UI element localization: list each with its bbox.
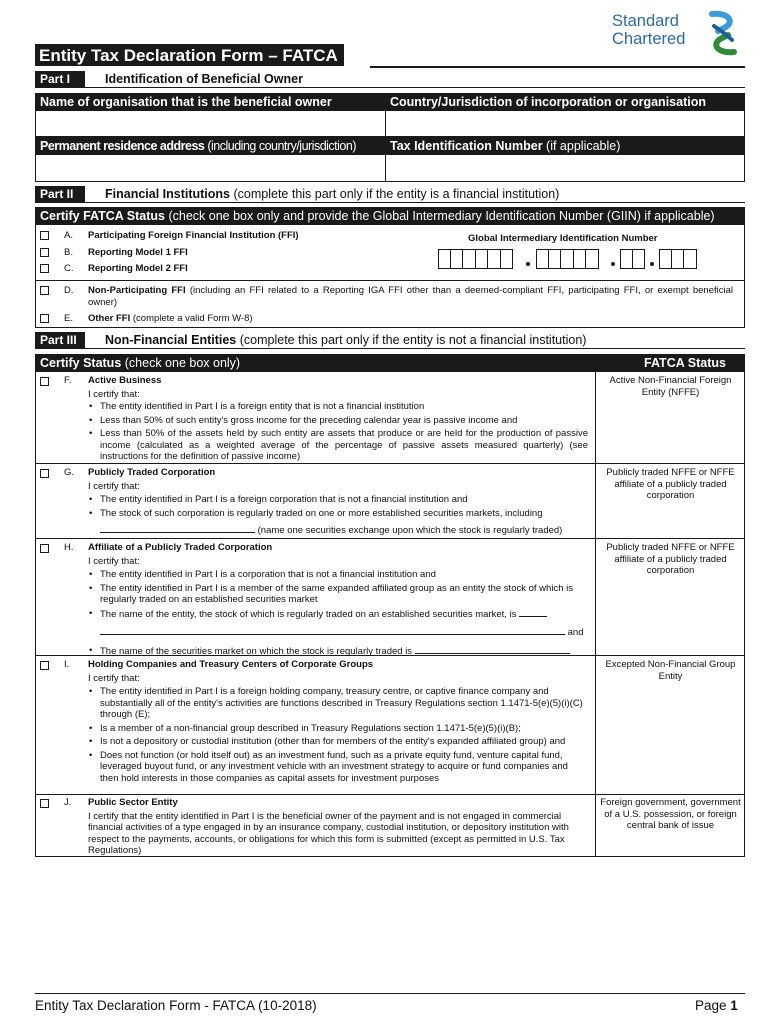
permanent-address-label-rest: (including country/jurisdiction) bbox=[204, 139, 357, 153]
tin-label-bold: Tax Identification Number bbox=[390, 139, 543, 153]
name-country-fields bbox=[35, 111, 745, 137]
option-i-intro: I certify that: bbox=[88, 672, 140, 684]
row-sep-gh bbox=[35, 538, 745, 539]
option-d-label-bold: Non-Participating FFI bbox=[88, 285, 186, 296]
tin-label-rest: (if applicable) bbox=[542, 139, 621, 153]
option-f-bullet-2: • Less than 50% of such entity's gross income for the preceding calendar year is passive income and bbox=[88, 415, 588, 427]
permanent-address-label-bold: Permanent residence address bbox=[40, 139, 205, 153]
option-a-label-bold: Participating Foreign Financial Institution (FFI) bbox=[88, 230, 299, 241]
part3-title-rest: (complete this part only if the entity is not a financial institution) bbox=[236, 333, 587, 347]
option-f-content bbox=[88, 375, 588, 463]
certify-status-label bbox=[40, 354, 240, 372]
option-i-heading: Holding Companies and Treasury Centers of Corporate Groups bbox=[88, 659, 374, 670]
footer-form-name: Entity Tax Declaration Form - FATCA (10-2018) bbox=[35, 998, 317, 1013]
option-b-label bbox=[88, 247, 188, 259]
part3-tag: Part III bbox=[35, 332, 85, 349]
option-c-label bbox=[88, 263, 188, 275]
part2-rule bbox=[85, 202, 745, 203]
option-e-label-rest: (complete a valid Form W-8) bbox=[130, 313, 253, 324]
option-i-content bbox=[88, 659, 588, 784]
option-e-label-bold: Other FFI bbox=[88, 313, 131, 324]
part1-rule bbox=[85, 87, 745, 88]
option-b-label-bold: Reporting Model 1 FFI bbox=[88, 247, 188, 258]
country-of-incorporation-label: Country/Jurisdiction of incorporation or organisation bbox=[390, 95, 706, 109]
logo-line1: Standard bbox=[612, 12, 679, 30]
option-i-bullet-3: • Is not a depository or custodial institution (other than for members of the entity's expanded affiliated group) and bbox=[88, 736, 588, 748]
option-h-bullet-4-text: The name of the securities market on which the stock is regularly traded is bbox=[100, 645, 413, 657]
option-h-intro: I certify that: bbox=[88, 555, 140, 567]
giin-dot-2 bbox=[611, 262, 615, 266]
option-c-checkbox[interactable] bbox=[40, 264, 49, 273]
title-rule bbox=[370, 66, 745, 68]
option-d-letter: D. bbox=[64, 285, 74, 296]
option-f-heading: Active Business bbox=[88, 375, 162, 386]
certify-status-bold: Certify Status bbox=[40, 356, 122, 370]
option-a-letter: A. bbox=[64, 230, 73, 241]
footer-rule bbox=[35, 993, 745, 994]
fatca-status-header: FATCA Status bbox=[644, 356, 726, 370]
logo-swirl-icon bbox=[706, 10, 740, 56]
part3-column-divider bbox=[595, 372, 596, 857]
option-c-letter: C. bbox=[64, 263, 74, 274]
part1-header-bar-2 bbox=[35, 137, 745, 155]
part3-title bbox=[105, 332, 586, 349]
option-f-bullet-1: • The entity identified in Part I is a foreign entity that is not a financial institution bbox=[88, 401, 588, 413]
permanent-address-label bbox=[40, 137, 356, 155]
part2-tag: Part II bbox=[35, 186, 85, 203]
name-of-organisation-label: Name of organisation that is the beneficial owner bbox=[40, 95, 332, 109]
part1-title-text: Identification of Beneficial Owner bbox=[105, 72, 303, 86]
part1-tag: Part I bbox=[35, 71, 85, 88]
option-f-intro: I certify that: bbox=[88, 388, 140, 400]
giin-segment-1[interactable] bbox=[438, 249, 513, 269]
option-f-status: Active Non-Financial Foreign Entity (NFFE) bbox=[609, 375, 732, 398]
option-f-checkbox[interactable] bbox=[40, 377, 49, 386]
option-g-intro: I certify that: bbox=[88, 480, 140, 492]
option-i-status: Excepted Non-Financial Group Entity bbox=[605, 659, 736, 682]
option-a-label bbox=[88, 230, 299, 242]
giin-segment-3[interactable] bbox=[620, 249, 645, 269]
footer-page-number bbox=[695, 998, 738, 1013]
row-sep-fg bbox=[35, 463, 745, 464]
giin-label: Global Intermediary Identification Number bbox=[468, 233, 658, 244]
option-d-label-rest: (including an FFI related to a Reporting IGA FFI other than a deemed-compliant FFI, participating FFI, or exempt beneficial owner) bbox=[88, 285, 734, 308]
giin-segment-4[interactable] bbox=[659, 249, 697, 269]
option-i-letter: I. bbox=[64, 659, 70, 670]
part3-rule bbox=[85, 348, 745, 349]
footer-page-word: Page bbox=[695, 998, 727, 1013]
affiliate-entity-name-field-a[interactable] bbox=[519, 608, 547, 617]
part2-row-sep bbox=[35, 280, 745, 281]
certify-fatca-label bbox=[40, 207, 715, 225]
option-c-label-bold: Reporting Model 2 FFI bbox=[88, 263, 188, 274]
tin-field[interactable] bbox=[386, 155, 744, 181]
address-tin-fields bbox=[35, 155, 745, 182]
affiliate-entity-name-field-b[interactable] bbox=[100, 626, 565, 635]
row-sep-ij bbox=[35, 794, 745, 795]
giin-dot-3 bbox=[650, 262, 654, 266]
option-j-heading: Public Sector Entity bbox=[88, 797, 178, 808]
option-h-and-line bbox=[88, 626, 588, 639]
option-j-checkbox[interactable] bbox=[40, 799, 49, 808]
option-g-bullet-1: • The entity identified in Part I is a foreign corporation that is not a financial institution and bbox=[88, 494, 588, 506]
option-h-letter: H. bbox=[64, 542, 74, 553]
option-e-checkbox[interactable] bbox=[40, 314, 49, 323]
option-i-bullet-4: • Does not function (or hold itself out) as an investment fund, such as a private equity fund, venture capital fund, leveraged buyout fund, or any investment vehicle with an investment strategy to acquire or fund companies and then hold interests in those companies as capital assets for investment purposes bbox=[88, 750, 588, 785]
option-f-letter: F. bbox=[64, 375, 72, 386]
part3-header-bar bbox=[35, 354, 745, 372]
option-g-heading: Publicly Traded Corporation bbox=[88, 467, 216, 478]
option-g-bullet-2: • The stock of such corporation is regularly traded on one or more established securities markets, including bbox=[88, 508, 588, 520]
certify-status-rest: (check one box only) bbox=[121, 356, 241, 370]
option-d-label bbox=[88, 285, 733, 308]
organisation-name-field[interactable] bbox=[36, 111, 385, 136]
option-j-status: Foreign government, government of a U.S. possession, or foreign central bank of issue bbox=[600, 797, 741, 831]
standard-chartered-logo bbox=[612, 10, 742, 56]
option-g-letter: G. bbox=[64, 467, 75, 478]
giin-segment-2[interactable] bbox=[536, 249, 599, 269]
option-e-label bbox=[88, 313, 253, 325]
option-h-and-word: and bbox=[567, 627, 584, 638]
footer-page-num: 1 bbox=[730, 998, 738, 1013]
certify-fatca-bold: Certify FATCA Status bbox=[40, 209, 166, 223]
part3-title-bold: Non-Financial Entities bbox=[105, 333, 237, 347]
tin-label bbox=[390, 137, 620, 155]
option-g-blank-note: (name one securities exchange upon which the stock is regularly traded) bbox=[257, 525, 563, 536]
option-b-checkbox[interactable] bbox=[40, 248, 49, 257]
form-title: Entity Tax Declaration Form – FATCA bbox=[35, 44, 344, 66]
option-h-checkbox[interactable] bbox=[40, 544, 49, 553]
option-h-bullet-3 bbox=[88, 608, 588, 621]
option-j-letter: J. bbox=[64, 797, 72, 808]
securities-market-field[interactable] bbox=[415, 645, 570, 654]
logo-text bbox=[612, 12, 685, 48]
option-i-checkbox[interactable] bbox=[40, 661, 49, 670]
option-d-checkbox[interactable] bbox=[40, 286, 49, 295]
option-i-bullet-1: • The entity identified in Part I is a foreign holding company, treasury centre, or captive finance company and substantially all of the entity's activities are functions described in Treasury Regulations section 1.1471-5(e)(5)(i)(C) through (E); bbox=[88, 686, 588, 721]
option-j-content bbox=[88, 797, 588, 857]
option-g-exchange-line bbox=[88, 524, 588, 537]
option-i-bullet-2: • Is a member of a non-financial group described in Treasury Regulations section 1.1471-5(e)(5)(i)(B); bbox=[88, 723, 588, 735]
logo-line2: Chartered bbox=[612, 30, 686, 48]
option-h-heading: Affiliate of a Publicly Traded Corporation bbox=[88, 542, 273, 553]
part2-title-rest: (complete this part only if the entity is a financial institution) bbox=[230, 187, 560, 201]
permanent-address-field[interactable] bbox=[36, 155, 385, 181]
part2-title bbox=[105, 186, 559, 203]
part1-header-bar bbox=[35, 93, 745, 111]
option-g-status: Publicly traded NFFE or NFFE affiliate of a publicly traded corporation bbox=[606, 467, 735, 501]
giin-dot-1 bbox=[526, 262, 530, 266]
option-f-bullet-3: • Less than 50% of the assets held by such entity are assets that produce or are held for the production of passive income (calculated as a weighted average of the percentage of passive assets measured quarterly) (see instructions for the definition of passive income) bbox=[88, 428, 588, 463]
option-h-bullet-3-text: The name of the entity, the stock of which is regularly traded on an established securities market, is bbox=[100, 608, 517, 620]
option-g-content bbox=[88, 467, 588, 537]
option-j-body: I certify that the entity identified in Part I is the beneficial owner of the payment and is not engaged in commercial financial activities of a type engaged in by an insurance company, custodial institution, or depository institution with respect to the payments, accounts, or obligations for which this form is submitted (except as permitted in U.S. Tax Regulations) bbox=[88, 810, 569, 856]
option-b-letter: B. bbox=[64, 247, 73, 258]
exchange-name-field[interactable] bbox=[100, 524, 255, 533]
option-h-status: Publicly traded NFFE or NFFE affiliate of a publicly traded corporation bbox=[606, 542, 735, 576]
country-of-incorporation-field[interactable] bbox=[386, 111, 744, 136]
option-h-bullet-4 bbox=[88, 645, 588, 658]
option-a-checkbox[interactable] bbox=[40, 231, 49, 240]
option-h-bullet-1: • The entity identified in Part I is a corporation that is not a financial institution and bbox=[88, 569, 588, 581]
option-g-checkbox[interactable] bbox=[40, 469, 49, 478]
option-h-bullet-2: • The entity identified in Part I is a member of the same expanded affiliated group as an entity the stock of which is regularly traded on an established securities market bbox=[88, 583, 588, 606]
certify-fatca-rest: (check one box only and provide the Global Intermediary Identification Number (GIIN) if applicable) bbox=[165, 209, 715, 223]
part2-header-bar bbox=[35, 207, 745, 225]
option-h-content bbox=[88, 542, 588, 657]
part1-title bbox=[105, 71, 303, 88]
option-e-letter: E. bbox=[64, 313, 73, 324]
part2-title-bold: Financial Institutions bbox=[105, 187, 231, 201]
